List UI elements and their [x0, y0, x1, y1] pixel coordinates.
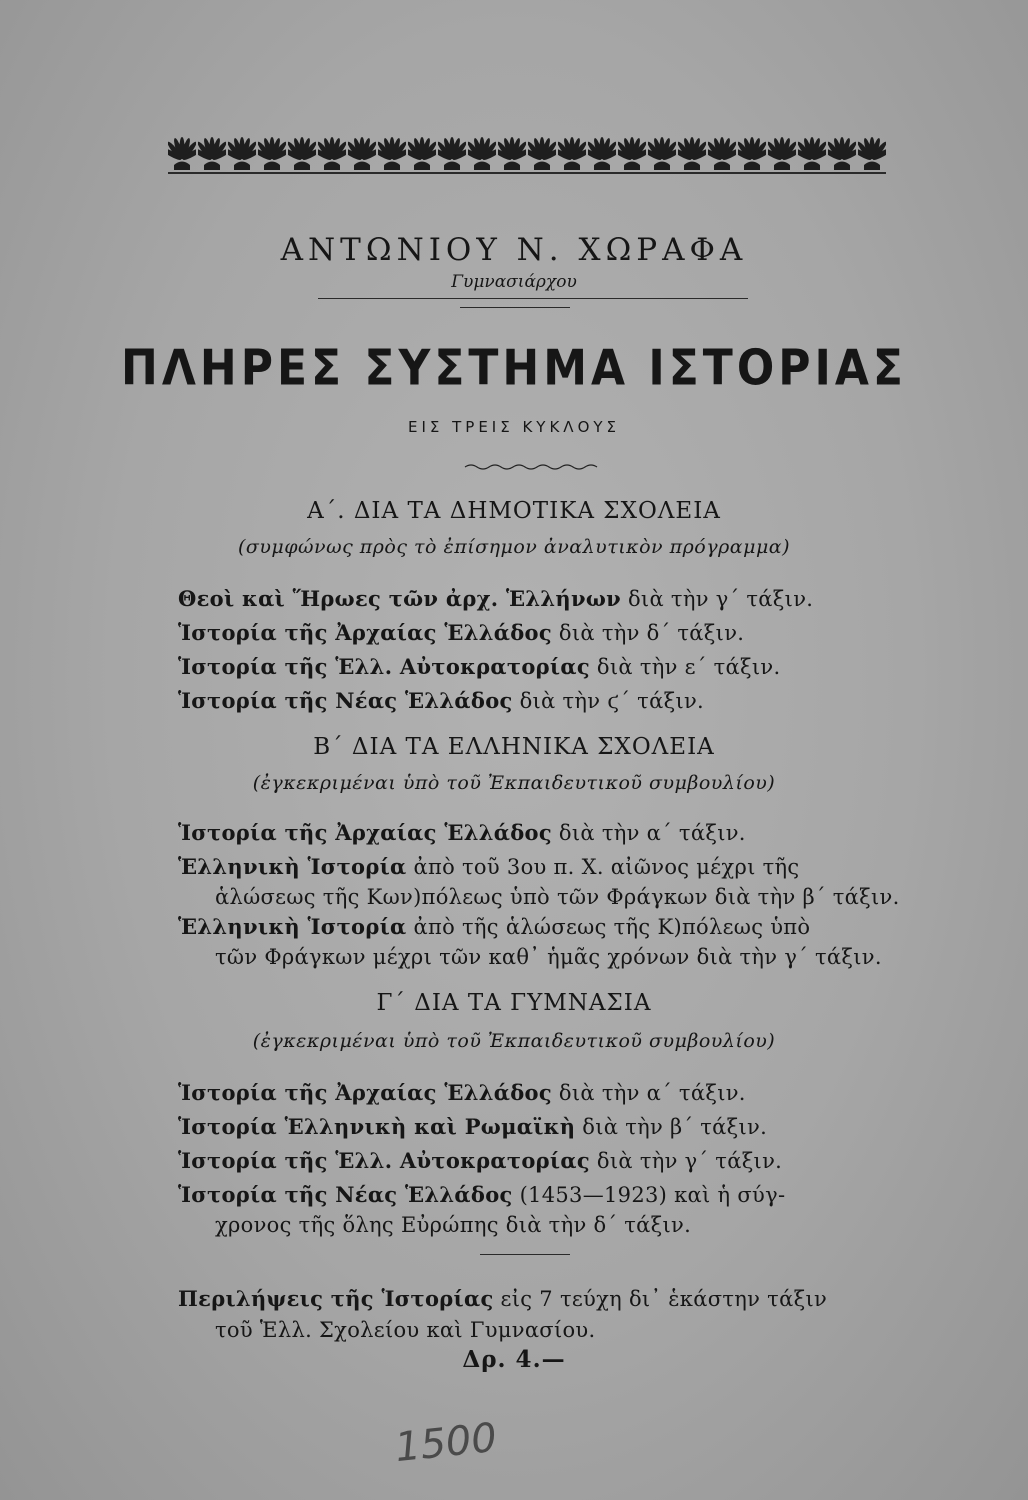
palmette-icon	[378, 132, 406, 172]
author-role: Γυμνασιάρχου	[451, 272, 577, 292]
palmette-icon	[438, 132, 466, 172]
palmette-icon	[318, 132, 346, 172]
palmette-ornament-band	[168, 128, 886, 172]
palmette-icon	[528, 132, 556, 172]
list-item: Θεοὶ καὶ Ἥρωες τῶν ἀρχ. Ἑλλήνων διὰ τὴν γ΄ τάξιν.	[178, 586, 814, 611]
list-item: Ἱστορία τῆς Νέας Ἑλλάδος (1453—1923) καὶ ἡ σύγ-	[178, 1182, 786, 1207]
palmette-icon	[738, 132, 766, 172]
palmette-icon	[348, 132, 376, 172]
list-item-continuation: ἁλώσεως τῆς Κων)πόλεως ὑπὸ τῶν Φράγκων διὰ τὴν β΄ τάξιν.	[215, 885, 900, 909]
section-heading-gymnasia: Γ΄ ΔΙΑ ΤΑ ΓΥΜΝΑΣΙΑ	[376, 990, 652, 1016]
divider	[318, 298, 748, 299]
summaries-line-continuation: τοῦ Ἑλλ. Σχολείου καὶ Γυμνασίου.	[215, 1318, 596, 1342]
palmette-icon	[828, 132, 856, 172]
list-item-continuation: τῶν Φράγκων μέχρι τῶν καθ᾿ ἡμᾶς χρόνων διὰ τὴν γ΄ τάξιν.	[215, 945, 882, 969]
palmette-icon	[288, 132, 316, 172]
palmette-icon	[258, 132, 286, 172]
palmette-icon	[408, 132, 436, 172]
palmette-icon	[468, 132, 496, 172]
palmette-icon	[498, 132, 526, 172]
handwritten-note: 1500	[392, 1414, 499, 1472]
main-title: ΠΛΗΡΕΣ ΣΥΣΤΗΜΑ ΙΣΤΟΡΙΑΣ	[121, 339, 907, 398]
subtitle: ΕΙΣ ΤΡΕΙΣ ΚΥΚΛΟΥΣ	[407, 418, 621, 436]
palmette-icon	[198, 132, 226, 172]
palmette-icon	[618, 132, 646, 172]
palmette-icon	[798, 132, 826, 172]
list-item: Ἱστορία τῆς Ἀρχαίας Ἑλλάδος διὰ τὴν α΄ τάξιν.	[178, 1080, 746, 1105]
section-note: (συμφώνως πρὸς τὸ ἐπίσημον ἀναλυτικὸν πρόγραμμα)	[237, 536, 791, 558]
list-item: Ἱστορία τῆς Ἑλλ. Αὐτοκρατορίας διὰ τὴν ε΄ τάξιν.	[178, 654, 781, 679]
list-item-continuation: χρονος τῆς ὅλης Εὐρώπης διὰ τὴν δ΄ τάξιν.	[215, 1213, 692, 1237]
palmette-icon	[678, 132, 706, 172]
list-item: Ἱστορία τῆς Ἀρχαίας Ἑλλάδος διὰ τὴν α΄ τάξιν.	[178, 820, 746, 845]
section-note: (ἐγκεκριμέναι ὑπὸ τοῦ Ἐκπαιδευτικοῦ συμβουλίου)	[252, 1030, 776, 1052]
section-note: (ἐγκεκριμέναι ὑπὸ τοῦ Ἐκπαιδευτικοῦ συμβουλίου)	[252, 772, 776, 794]
price: Δρ. 4.—	[462, 1346, 566, 1373]
list-item: Ἱστορία τῆς Νέας Ἑλλάδος διὰ τὴν ϛ΄ τάξιν.	[178, 688, 705, 713]
list-item: Ἱστορία τῆς Ἑλλ. Αὐτοκρατορίας διὰ τὴν γ΄ τάξιν.	[178, 1148, 783, 1173]
list-item: Ἱστορία Ἑλληνικὴ καὶ Ρωμαϊκὴ διὰ τὴν β΄ τάξιν.	[178, 1114, 768, 1139]
list-item: Ἑλληνικὴ Ἱστορία ἀπὸ τῆς ἁλώσεως τῆς Κ)πόλεως ὑπὸ	[178, 914, 811, 939]
summaries-line: Περιλήψεις τῆς Ἱστορίας εἰς 7 τεύχη δι᾿ ἑκάστην τάξιν	[178, 1286, 828, 1311]
section-heading-primary-schools: Α΄. ΔΙΑ ΤΑ ΔΗΜΟΤΙΚΑ ΣΧΟΛΕΙΑ	[307, 498, 721, 524]
section-heading-hellenic-schools: Β΄ ΔΙΑ ΤΑ ΕΛΛΗΝΙΚΑ ΣΧΟΛΕΙΑ	[313, 734, 715, 760]
palmette-icon	[228, 132, 256, 172]
ornament-squiggle	[463, 462, 603, 472]
list-item: Ἱστορία τῆς Ἀρχαίας Ἑλλάδος διὰ τὴν δ΄ τάξιν.	[178, 620, 745, 645]
list-item: Ἑλληνικὴ Ἱστορία ἀπὸ τοῦ 3ου π. Χ. αἰῶνος μέχρι τῆς	[178, 854, 800, 879]
palmette-icon	[648, 132, 676, 172]
palmette-icon	[708, 132, 736, 172]
palmette-icon	[168, 132, 196, 172]
palmette-icon	[558, 132, 586, 172]
palmette-icon	[588, 132, 616, 172]
author-name: ΑΝΤΩΝΙΟΥ Ν. ΧΩΡΑΦΑ	[280, 232, 748, 268]
divider	[460, 307, 570, 308]
divider	[480, 1254, 570, 1255]
palmette-icon	[858, 132, 886, 172]
ornament-rule	[168, 172, 886, 174]
palmette-icon	[768, 132, 796, 172]
